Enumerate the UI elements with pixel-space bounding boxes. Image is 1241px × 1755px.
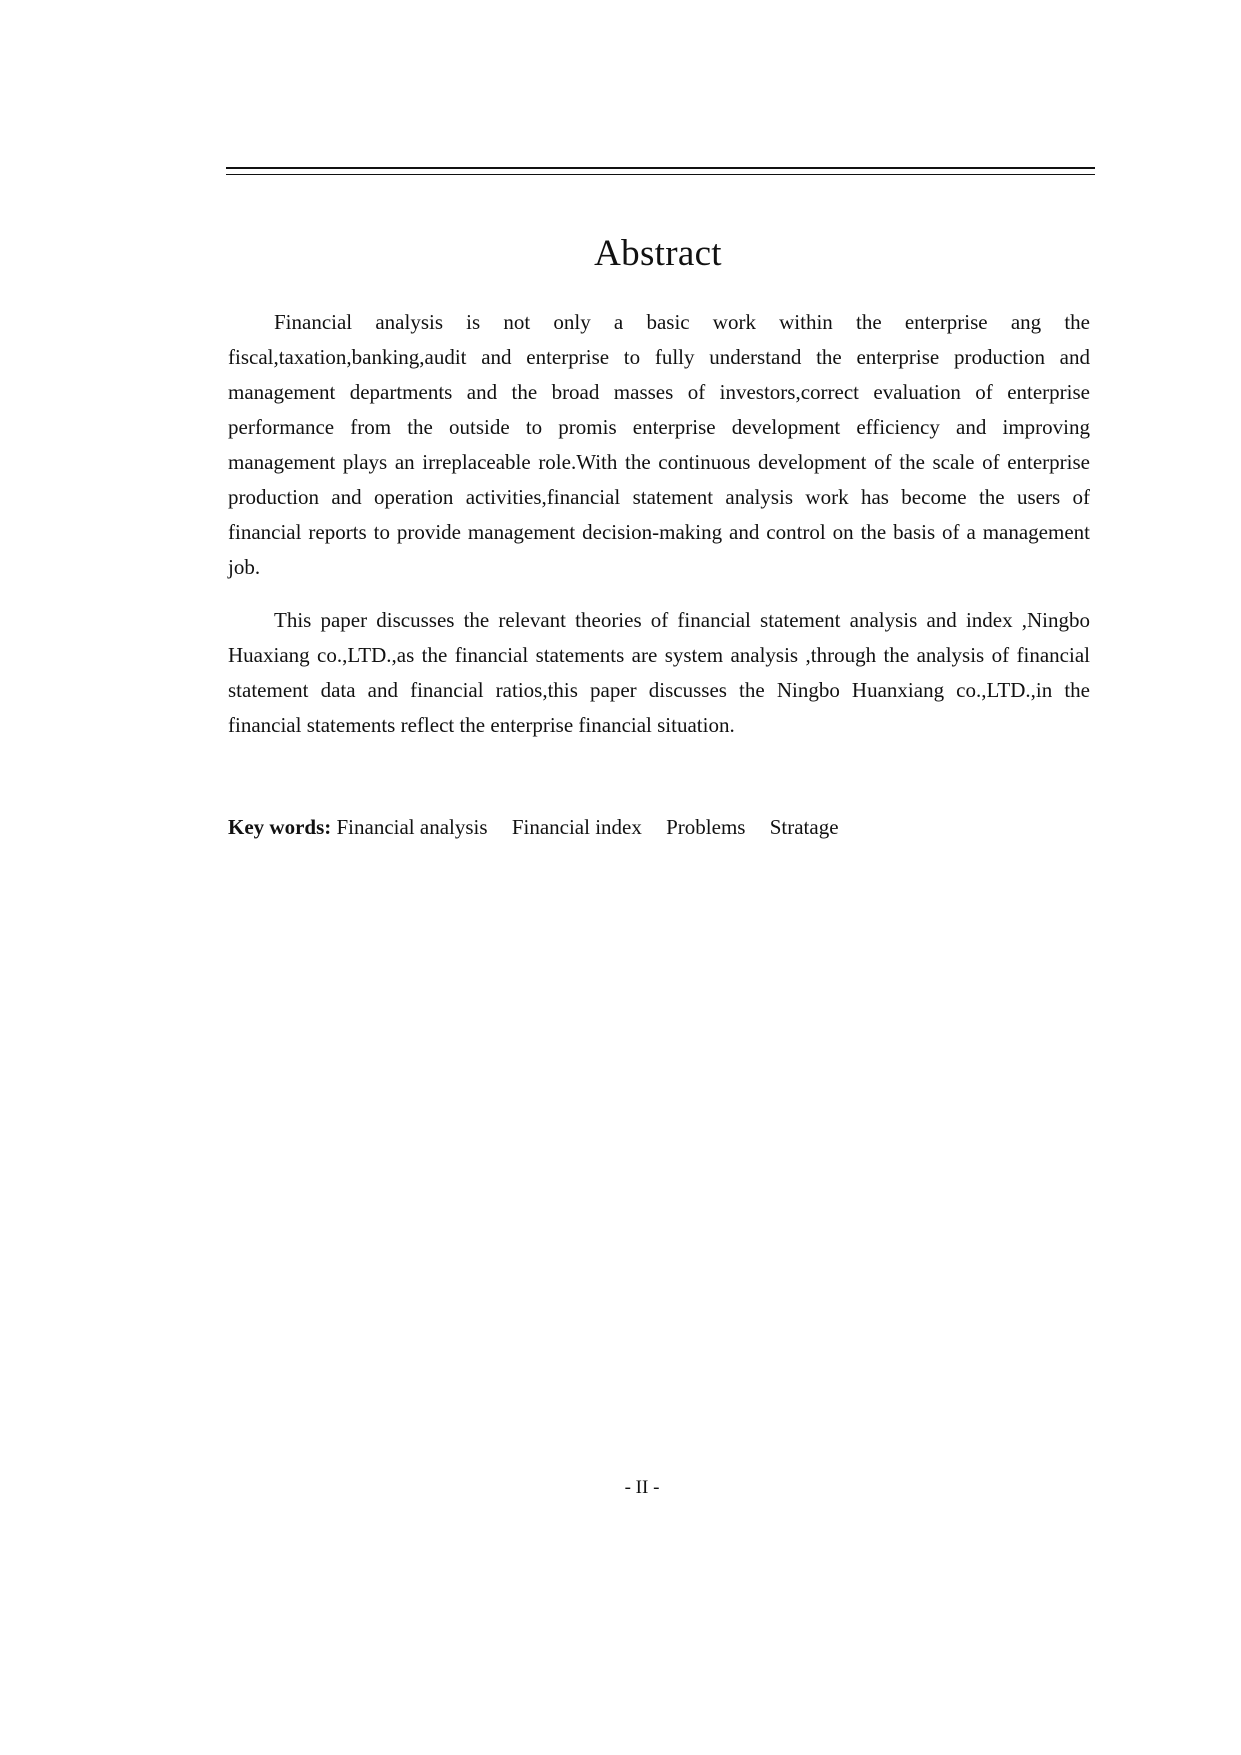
- page-number: - II -: [624, 1477, 660, 1498]
- paragraph-text: This paper discusses the relevant theories of financial statement analysis and index ,Ningbo Huaxiang co.,LTD.,as the financial statements are system analysis ,through the analysis of financial statement data and financial ratios,this paper discusses the Ningbo Huanxiang co.,LTD.,in the financial statements reflect the enterprise financial situation.: [228, 608, 1090, 737]
- abstract-paragraph-2: [228, 603, 1090, 743]
- header-rule-thin: [226, 174, 1095, 175]
- keyword-item: Financial index: [511, 815, 642, 839]
- keyword-item: Problems: [666, 815, 746, 839]
- keywords-label: Key words:: [228, 815, 332, 839]
- paragraph-text: Financial analysis is not only a basic work within the enterprise ang the fiscal,taxation,banking,audit and enterprise to fully understand the enterprise production and management departments and the broad masses of investors,correct evaluation of enterprise performance from the outside to promis enterprise development efficiency and improving management plays an irreplaceable role.With the continuous development of the scale of enterprise production and operation activities,financial statement analysis work has become the users of financial reports to provide management decision-making and control on the basis of a management job.: [228, 310, 1090, 579]
- keyword-item: Stratage: [769, 815, 839, 839]
- abstract-paragraph-1: [228, 305, 1090, 585]
- keywords-line: [228, 810, 858, 845]
- keyword-item: Financial analysis: [336, 815, 488, 839]
- header-rule-thick: [226, 167, 1095, 169]
- page-title: Abstract: [594, 233, 722, 274]
